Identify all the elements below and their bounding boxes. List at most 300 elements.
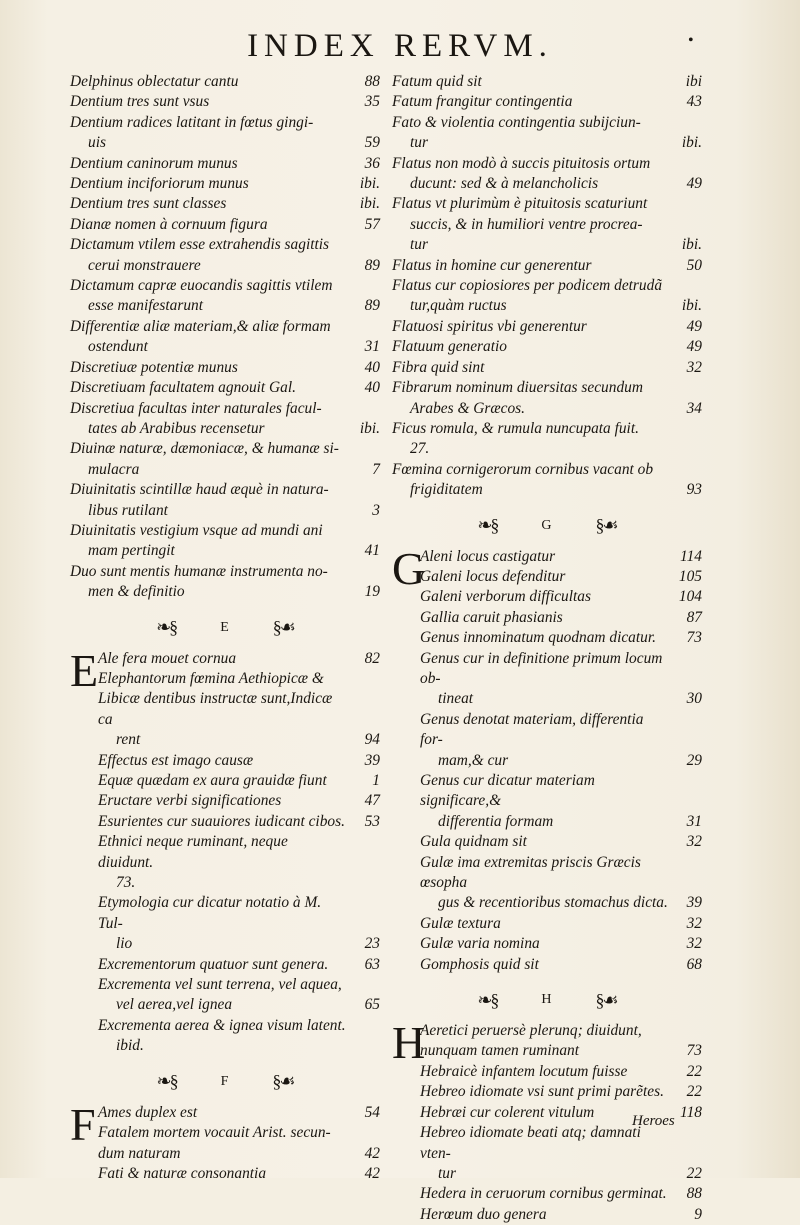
entry-continuation: tineat — [438, 690, 474, 708]
page-reference: 54 — [364, 1103, 380, 1121]
page-reference: 57 — [364, 215, 380, 233]
page-reference: 49 — [686, 338, 702, 356]
entry-heading: Dentium tres sunt vsus — [70, 93, 210, 111]
entries-f — [70, 1098, 380, 1185]
index-entry — [70, 791, 380, 811]
entry-heading: Delphinus oblectatur cantu — [70, 73, 239, 90]
page-reference: 9 — [694, 1205, 702, 1223]
index-entry — [392, 1062, 702, 1082]
entry-continuation: tur — [410, 134, 428, 152]
entry-text — [392, 628, 702, 648]
index-entry — [70, 378, 380, 398]
section-letter: G — [541, 517, 552, 533]
index-entry — [70, 751, 380, 771]
entry-heading: Hebræi cur colerent vitulum — [420, 1103, 595, 1121]
entry-text — [70, 1103, 380, 1123]
section-heading-h — [392, 989, 702, 1011]
entry-heading: Libicæ dentibus instructæ sunt,Indicæ ca — [98, 690, 333, 728]
entry-heading: Ale fera mouet cornua — [98, 649, 237, 667]
entries-d — [70, 72, 380, 603]
entry-heading: Flatus vt plurimùm è pituitosis scaturiunt — [392, 195, 648, 213]
page-reference: 32 — [686, 914, 702, 932]
entry-heading: Dentium caninorum munus — [70, 154, 238, 172]
index-entry — [392, 154, 702, 195]
index-entry — [392, 628, 702, 648]
page-reference: 63 — [364, 955, 380, 973]
entry-continuation: 73. — [116, 874, 136, 892]
page-reference: 68 — [686, 955, 702, 973]
entry-continuation: libus rutilant — [88, 501, 168, 519]
page-reference: 22 — [686, 1083, 702, 1101]
right-column — [392, 72, 702, 1225]
page-reference: 36 — [364, 154, 380, 172]
entry-text — [70, 154, 380, 174]
index-entry — [70, 1164, 380, 1184]
page-reference: 73 — [686, 1042, 702, 1060]
page-reference: 59 — [364, 134, 380, 152]
entry-heading: Fatum quid sit — [392, 73, 482, 90]
index-entry — [392, 317, 702, 337]
section-letter: F — [220, 1073, 229, 1089]
ornament-left-icon: ❧§ — [156, 617, 177, 638]
page-reference: 118 — [680, 1103, 702, 1121]
index-entry — [392, 92, 702, 112]
page-reference: 32 — [686, 358, 702, 376]
entry-text — [392, 955, 702, 975]
page-reference: 88 — [686, 1185, 702, 1203]
page-reference: 50 — [686, 256, 702, 274]
entry-heading: Ficus romula, & rumula nuncupata fuit. — [392, 419, 639, 437]
drop-cap-f: F — [70, 1098, 96, 1150]
entry-text — [70, 832, 380, 893]
entry-heading: Effectus est imago causæ — [98, 751, 254, 769]
page-reference: 35 — [364, 93, 380, 111]
index-entry — [70, 955, 380, 975]
entry-heading: Gulæ ima extremitas priscis Græcis œsopha — [420, 853, 641, 892]
index-entry — [392, 649, 702, 710]
entry-text — [70, 791, 380, 811]
ornament-right-icon: §☙ — [272, 617, 294, 638]
entry-heading: Hedera in ceruorum cornibus germinat. — [420, 1185, 667, 1203]
entry-heading: Gula quidnam sit — [420, 833, 527, 851]
section-g-block — [392, 542, 702, 976]
entry-text — [392, 358, 702, 378]
page-reference: ibi — [685, 73, 702, 90]
entry-text — [70, 562, 380, 603]
page-reference: ibi. — [681, 297, 702, 315]
page-reference: ibi. — [681, 236, 702, 254]
drop-cap-g: G — [392, 542, 426, 594]
entry-heading: Fatum frangitur contingentia — [392, 93, 573, 111]
entry-continuation: nunquam tamen ruminant — [420, 1042, 580, 1060]
entry-text — [70, 1164, 380, 1184]
entry-continuation: frigiditatem — [410, 481, 483, 499]
page-reference: 22 — [686, 1062, 702, 1080]
page-reference: 89 — [364, 256, 380, 274]
entry-text — [70, 358, 380, 378]
index-entry — [392, 567, 702, 587]
page-reference: 39 — [686, 894, 702, 912]
index-entry — [70, 1016, 380, 1057]
index-entry — [70, 893, 380, 954]
index-entry — [70, 812, 380, 832]
entry-continuation: 27. — [410, 440, 430, 458]
entry-continuation: ibid. — [116, 1037, 144, 1055]
entry-heading: Flatuosi spiritus vbi generentur — [392, 317, 587, 335]
index-entry — [70, 975, 380, 1016]
entry-continuation: rent — [116, 731, 141, 749]
entry-text — [70, 812, 380, 832]
page-reference: 40 — [364, 358, 380, 376]
entry-text — [70, 1016, 380, 1057]
index-entry — [392, 1123, 702, 1184]
catchword: Heroes — [632, 1113, 675, 1129]
index-entry — [70, 480, 380, 521]
entry-heading: Elephantorum fœmina Aethiopicæ & — [98, 669, 324, 687]
entry-text — [392, 567, 702, 587]
page-reference: 40 — [364, 379, 380, 397]
page-reference: 42 — [364, 1164, 380, 1182]
index-entry — [392, 378, 702, 419]
page-reference: 87 — [686, 608, 702, 626]
entry-continuation: ostendunt — [88, 338, 148, 356]
entry-heading: Gallia caruit phasianis — [420, 608, 563, 626]
entry-heading: Genus cur dicatur materiam significare,& — [420, 772, 595, 810]
entry-text — [70, 649, 380, 669]
entry-continuation: succis, & in humiliori ventre procrea- — [410, 215, 643, 233]
entry-text — [392, 771, 702, 832]
index-entry — [70, 521, 380, 562]
entry-heading: Dianæ nomen à cornuum figura — [70, 215, 268, 233]
entry-heading: Eructare verbi significationes — [98, 792, 282, 810]
title-text: INDEX RERVM. — [247, 28, 553, 64]
index-entry — [70, 562, 380, 603]
index-entry — [392, 934, 702, 954]
entry-text — [70, 689, 380, 750]
page-reference: 88 — [364, 73, 380, 90]
page-reference: 23 — [364, 935, 380, 953]
entry-text — [392, 317, 702, 337]
entry-heading: Aleni locus castigatur — [420, 547, 556, 565]
entry-text — [392, 337, 702, 357]
entry-continuation: cerui monstrauere — [88, 256, 201, 274]
page-reference: 93 — [686, 481, 702, 499]
entry-text — [70, 235, 380, 276]
entry-text — [392, 113, 702, 154]
entry-heading: Genus cur in definitione primum locum ob- — [420, 649, 663, 687]
index-entry — [70, 649, 380, 669]
left-column — [70, 72, 380, 1184]
index-entry — [70, 317, 380, 358]
index-entry — [70, 771, 380, 791]
entry-continuation: tur — [438, 1164, 456, 1182]
page-reference: 31 — [364, 338, 380, 356]
entry-text — [392, 419, 702, 460]
entry-heading: Genus denotat materiam, differentia for- — [420, 710, 644, 749]
entry-text — [70, 975, 380, 1016]
index-entry — [70, 194, 380, 214]
entry-text — [392, 608, 702, 628]
entry-text — [392, 1062, 702, 1082]
entry-text — [70, 276, 380, 317]
index-entry — [392, 358, 702, 378]
entry-text — [70, 317, 380, 358]
page-reference: 114 — [680, 547, 702, 565]
entry-text — [70, 771, 380, 791]
drop-cap-h: H — [392, 1017, 426, 1069]
page-reference: 31 — [686, 812, 702, 830]
entry-heading: Fibra quid sint — [392, 358, 485, 376]
entry-text — [392, 1082, 702, 1102]
entry-heading: Esurientes cur suauiores iudicant cibos. — [98, 812, 345, 830]
entry-text — [70, 194, 380, 214]
entry-continuation: lio — [116, 935, 133, 953]
index-entry — [392, 419, 702, 460]
page-title — [0, 28, 800, 65]
page-reference: 105 — [678, 567, 702, 585]
index-entry — [392, 256, 702, 276]
entry-continuation: vel aerea,vel ignea — [116, 996, 233, 1014]
entry-continuation: tur,quàm ructus — [410, 297, 507, 315]
section-e-block — [70, 644, 380, 1057]
entry-continuation: tates ab Arabibus recensetur — [88, 419, 265, 437]
entry-text — [392, 154, 702, 195]
entry-heading: Duo sunt mentis humanæ instrumenta no- — [70, 562, 328, 580]
entry-heading: Dentium tres sunt classes — [70, 195, 227, 213]
entry-heading: Genus innominatum quodnam dicatur. — [420, 629, 656, 647]
index-entry — [392, 276, 702, 317]
entry-continuation: gus & recentioribus stomachus dicta. — [438, 894, 668, 912]
section-heading-f — [70, 1071, 380, 1093]
index-entry — [392, 1205, 702, 1225]
entry-text — [70, 174, 380, 194]
ornament-left-icon: ❧§ — [477, 989, 498, 1010]
entry-continuation: mam,& cur — [438, 751, 509, 769]
page-reference: ibi. — [359, 419, 380, 437]
index-entry — [392, 1017, 702, 1069]
ornament-left-icon: ❧§ — [477, 515, 498, 536]
entry-text — [70, 480, 380, 521]
section-f-block — [70, 1098, 380, 1185]
index-entry — [70, 113, 380, 154]
page-reference: 34 — [686, 399, 702, 417]
page-reference: 65 — [364, 996, 380, 1014]
entry-text — [392, 1017, 702, 1069]
title-dot: • — [688, 32, 700, 49]
index-entry — [392, 710, 702, 771]
page-reference: ibi. — [359, 175, 380, 193]
page-reference: 19 — [364, 583, 380, 601]
page-reference: 94 — [364, 731, 380, 749]
index-entry — [392, 955, 702, 975]
index-entry — [392, 832, 702, 852]
index-entry — [392, 113, 702, 154]
page-reference: 43 — [686, 93, 702, 111]
entry-heading: Excrementa aerea & ignea visum latent. — [98, 1016, 346, 1034]
entry-heading: Ames duplex est — [98, 1103, 198, 1121]
page-reference: 41 — [364, 542, 380, 560]
entry-heading: Equæ quædam ex aura grauidæ fiunt — [98, 772, 327, 789]
entry-heading: Hebreo idiomate vsi sunt primi parẽtes. — [420, 1083, 664, 1101]
entry-text — [70, 751, 380, 771]
index-entry — [70, 689, 380, 750]
entry-heading: Diuinitatis vestigium vsque ad mundi ani — [70, 521, 323, 539]
index-entry — [392, 853, 702, 914]
entry-text — [70, 669, 380, 689]
page-reference: 3 — [372, 501, 380, 519]
entry-text — [392, 1205, 702, 1225]
page-reference: 7 — [372, 460, 380, 478]
index-entry — [392, 914, 702, 934]
entry-text — [70, 893, 380, 954]
index-entry — [392, 1184, 702, 1204]
ornament-left-icon: ❧§ — [156, 1071, 177, 1092]
entry-text — [70, 215, 380, 235]
entry-heading: Flatus cur copiosiores per podicem detrudã — [392, 277, 663, 295]
index-entry — [392, 337, 702, 357]
entry-text — [392, 72, 702, 92]
page-reference: 42 — [364, 1144, 380, 1162]
entry-continuation: uis — [88, 134, 106, 152]
entry-text — [392, 853, 702, 914]
page-reference: ibi. — [681, 134, 702, 152]
section-letter: E — [220, 619, 229, 635]
entry-text — [392, 547, 702, 567]
entry-text — [70, 439, 380, 480]
index-entry — [392, 72, 702, 92]
entry-heading: Etymologia cur dicatur notatio à M. Tul- — [98, 894, 322, 932]
entry-text — [392, 649, 702, 710]
entry-heading: Fato & violentia contingentia subijciun- — [392, 113, 641, 131]
page-reference: ibi. — [359, 195, 380, 213]
entry-text — [392, 194, 702, 255]
entry-heading: Flatuum generatio — [392, 338, 507, 356]
entry-text — [70, 1123, 380, 1164]
entry-heading: Discretiuæ potentiæ munus — [70, 358, 238, 376]
entry-heading: Excrementorum quatuor sunt genera. — [98, 955, 329, 973]
page-reference: 73 — [686, 629, 702, 647]
page-reference: 32 — [686, 833, 702, 851]
entry-heading: Fati & naturæ consonantia — [98, 1164, 267, 1182]
entry-heading: Dentium radices latitant in fœtus gingi- — [70, 113, 314, 131]
page-reference: 89 — [364, 297, 380, 315]
entry-heading: Differentiæ aliæ materiam,& aliæ formam — [70, 317, 331, 335]
entry-heading: Discretiua facultas inter naturales facul- — [70, 399, 322, 417]
entry-text — [70, 378, 380, 398]
page-reference: 32 — [686, 935, 702, 953]
entry-continuation: mam pertingit — [88, 542, 175, 560]
index-entry — [392, 771, 702, 832]
entry-text — [70, 92, 380, 112]
entry-text — [392, 256, 702, 276]
entry-text — [392, 378, 702, 419]
section-letter: H — [541, 992, 552, 1008]
index-entry — [70, 1123, 380, 1164]
entry-text — [392, 934, 702, 954]
entry-continuation: differentia formam — [438, 812, 554, 830]
index-entry — [70, 399, 380, 440]
index-entry — [70, 154, 380, 174]
entry-text — [392, 460, 702, 501]
page-reference: 82 — [364, 649, 380, 667]
entry-text — [70, 72, 380, 92]
index-entry — [392, 1082, 702, 1102]
entries-g — [392, 542, 702, 976]
index-entry — [70, 669, 380, 689]
entry-continuation: dum naturam — [98, 1144, 181, 1162]
entry-continuation: esse manifestarunt — [88, 297, 203, 315]
page-reference: 22 — [686, 1164, 702, 1182]
entry-text — [392, 1123, 702, 1184]
entry-heading: Fibrarum nominum diuersitas secundum — [392, 379, 643, 397]
index-entry — [70, 72, 380, 92]
entry-text — [392, 587, 702, 607]
ornament-right-icon: §☙ — [595, 989, 617, 1010]
entry-heading: Fatalem mortem vocauit Arist. secun- — [98, 1124, 331, 1142]
page-reference: 39 — [364, 751, 380, 769]
entry-text — [392, 92, 702, 112]
section-heading-g — [392, 515, 702, 537]
entry-heading: Ethnici neque ruminant, neque diuidunt. — [98, 833, 288, 871]
entry-heading: Gomphosis quid sit — [420, 955, 539, 973]
entry-heading: Hebraicè infantem locutum fuisse — [420, 1062, 628, 1080]
page-reference: 104 — [678, 588, 702, 606]
entry-heading: Flatus non modò à succis pituitosis ortum — [392, 154, 651, 172]
index-entry — [70, 92, 380, 112]
entry-text — [392, 276, 702, 317]
entry-heading: Gulæ varia nomina — [420, 935, 540, 953]
page-reference: 49 — [686, 317, 702, 335]
ornament-right-icon: §☙ — [595, 515, 617, 536]
entry-continuation: tur — [410, 236, 428, 254]
entry-heading: Flatus in homine cur generentur — [392, 256, 592, 274]
entry-heading: Diuinæ naturæ, dæmoniacæ, & humanæ si- — [70, 440, 339, 458]
entry-text — [70, 955, 380, 975]
index-entry — [70, 832, 380, 893]
entry-text — [70, 521, 380, 562]
entry-heading: Dictamum vtilem esse extrahendis sagittis — [70, 236, 330, 254]
entries-e — [70, 644, 380, 1057]
page-reference: 30 — [686, 690, 702, 708]
entry-continuation: men & definitio — [88, 583, 185, 601]
index-entry — [70, 1103, 380, 1123]
entry-text — [392, 914, 702, 934]
entry-heading: Discretiuam facultatem agnouit Gal. — [70, 379, 296, 397]
index-entry — [70, 174, 380, 194]
page-reference: 53 — [364, 812, 380, 830]
index-entry — [70, 215, 380, 235]
entry-heading: Hebreo idiomate beati atq; damnati vten- — [420, 1124, 641, 1162]
entry-heading: Diuinitatis scintillæ haud æquè in natura- — [70, 481, 329, 499]
entry-text — [392, 832, 702, 852]
entry-text — [392, 710, 702, 771]
entry-heading: Galeni locus defenditur — [420, 567, 566, 585]
entry-text — [392, 1184, 702, 1204]
entry-heading: Dentium inciforiorum munus — [70, 175, 249, 193]
ornament-right-icon: §☙ — [272, 1071, 294, 1092]
entry-continuation: Arabes & Græcos. — [410, 399, 526, 417]
index-entry — [70, 358, 380, 378]
entry-heading: Herœum duo genera — [420, 1205, 547, 1223]
entry-heading: Gulæ textura — [420, 914, 501, 932]
section-heading-e — [70, 617, 380, 639]
entry-heading: Fœmina cornigerorum cornibus vacant ob — [392, 460, 654, 478]
index-entry — [70, 235, 380, 276]
entries-f-cont — [392, 72, 702, 501]
index-entry — [392, 194, 702, 255]
page-reference: 1 — [372, 772, 380, 789]
entry-heading: Aeretici peruersè plerunq; diuidunt, — [420, 1022, 642, 1040]
